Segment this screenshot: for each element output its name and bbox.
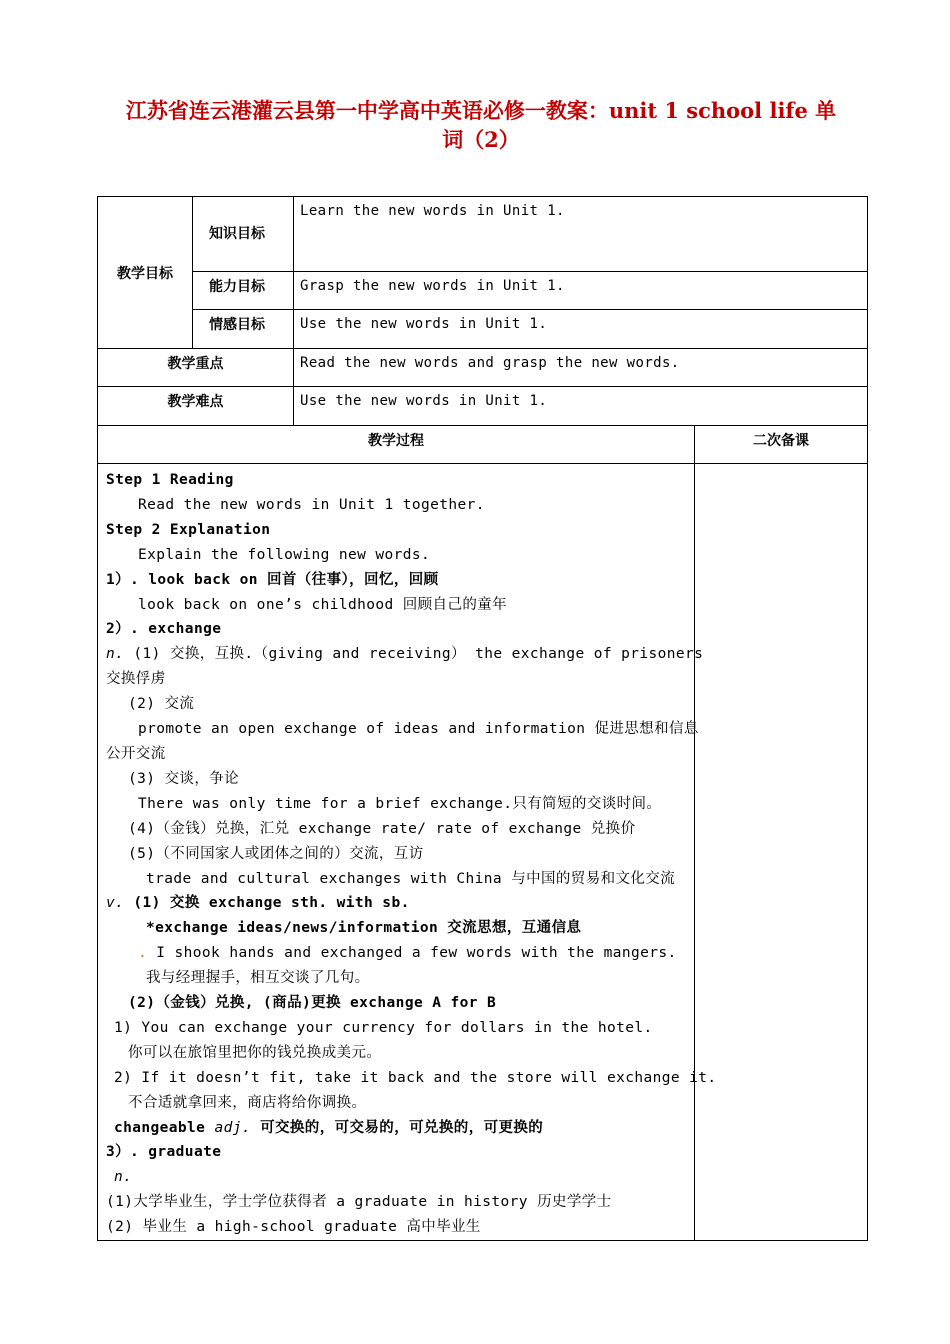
process-text: (1) 交换 exchange sth. with sb. <box>124 895 410 912</box>
knowledge-goal-label: 知识目标 <box>193 197 294 272</box>
process-line <box>106 1116 686 1141</box>
word-heading-exchange: 2）. exchange <box>106 621 222 638</box>
process-line: Explain the following new words. <box>138 546 431 563</box>
pos-label: adj. <box>214 1119 251 1136</box>
process-line <box>106 941 686 966</box>
step-1-heading: Step 1 Reading <box>106 472 234 488</box>
pos-label: v. <box>106 895 125 912</box>
process-line: (5)（不同国家人或团体之间的）交流，互访 <box>128 845 424 862</box>
word-heading-look-back-on: 1）. look back on 回首（往事），回忆，回顾 <box>106 571 439 588</box>
lesson-plan-table <box>97 196 868 1241</box>
process-line: *exchange ideas/news/information 交流思想，互通信息 <box>146 920 582 937</box>
key-points-label: 教学重点 <box>98 349 294 387</box>
process-line: 你可以在旅馆里把你的钱兑换成美元。 <box>128 1044 382 1061</box>
knowledge-goal-value: Learn the new words in Unit 1. <box>294 197 868 272</box>
emotion-goal-label: 情感目标 <box>193 310 294 349</box>
notes-header: 二次备课 <box>695 426 868 464</box>
key-points-value: Read the new words and grasp the new words. <box>294 349 868 387</box>
ability-goal-value: Grasp the new words in Unit 1. <box>294 272 868 310</box>
process-text: 可交换的，可交易的，可兑换的，可更换的 <box>250 1119 544 1136</box>
ability-goal-label: 能力目标 <box>193 272 294 310</box>
process-line: Read the new words in Unit 1 together. <box>138 496 485 513</box>
notes-column <box>695 464 868 1241</box>
document-title <box>100 96 862 154</box>
process-line: look back on one’s childhood 回顾自己的童年 <box>138 596 508 613</box>
title-line-2: 词（2） <box>442 127 520 152</box>
process-line: (2)（金钱）兑换, (商品)更换 exchange A for B <box>128 995 497 1012</box>
process-line: trade and cultural exchanges with China 与中国的贸易和文化交流 <box>146 870 676 887</box>
process-content <box>98 464 717 1241</box>
process-header: 教学过程 <box>98 426 695 464</box>
bullet-mark-icon: . <box>138 945 148 962</box>
process-text: changeable <box>114 1119 215 1136</box>
process-line: There was only time for a brief exchange.只有简短的交谈时间。 <box>138 795 662 812</box>
process-line: (4)（金钱）兑换，汇兑 exchange rate/ rate of exchange 兑换价 <box>128 820 636 837</box>
word-heading-graduate: 3）. graduate <box>106 1144 222 1161</box>
pos-label: n. <box>114 1169 133 1186</box>
process-line: (2) 毕业生 a high-school graduate 高中毕业生 <box>106 1219 481 1236</box>
difficult-points-label: 教学难点 <box>98 387 294 426</box>
process-text: (1) 交换，互换.（giving and receiving） the exchange of prisoners <box>124 646 704 663</box>
emotion-goal-value: Use the new words in Unit 1. <box>294 310 868 349</box>
process-line: (1)大学毕业生，学士学位获得者 a graduate in history 历史学学士 <box>106 1194 612 1211</box>
objectives-label: 教学目标 <box>98 197 193 349</box>
process-line: 1) You can exchange your currency for dollars in the hotel. <box>114 1019 653 1036</box>
process-line: 2) If it doesn’t fit, take it back and the store will exchange it. <box>114 1069 717 1086</box>
process-line: promote an open exchange of ideas and information 促进思想和信息 <box>138 721 699 738</box>
process-line: 不合适就拿回来，商店将给你调换。 <box>128 1094 367 1111</box>
process-line <box>106 891 686 916</box>
process-line: (3) 交谈，争论 <box>128 770 240 787</box>
process-line: 交换俘虏 <box>106 671 166 688</box>
process-line: 公开交流 <box>106 745 166 762</box>
step-2-heading: Step 2 Explanation <box>106 521 271 538</box>
process-line: (2) 交流 <box>128 696 195 713</box>
process-line <box>106 642 704 667</box>
title-line-1: 江苏省连云港灌云县第一中学高中英语必修一教案：unit 1 school life 单 <box>125 98 837 123</box>
difficult-points-value: Use the new words in Unit 1. <box>294 387 868 426</box>
process-line: 我与经理握手，相互交谈了几句。 <box>146 970 370 987</box>
pos-label: n. <box>106 646 125 663</box>
process-text: I shook hands and exchanged a few words with the mangers. <box>156 945 677 962</box>
